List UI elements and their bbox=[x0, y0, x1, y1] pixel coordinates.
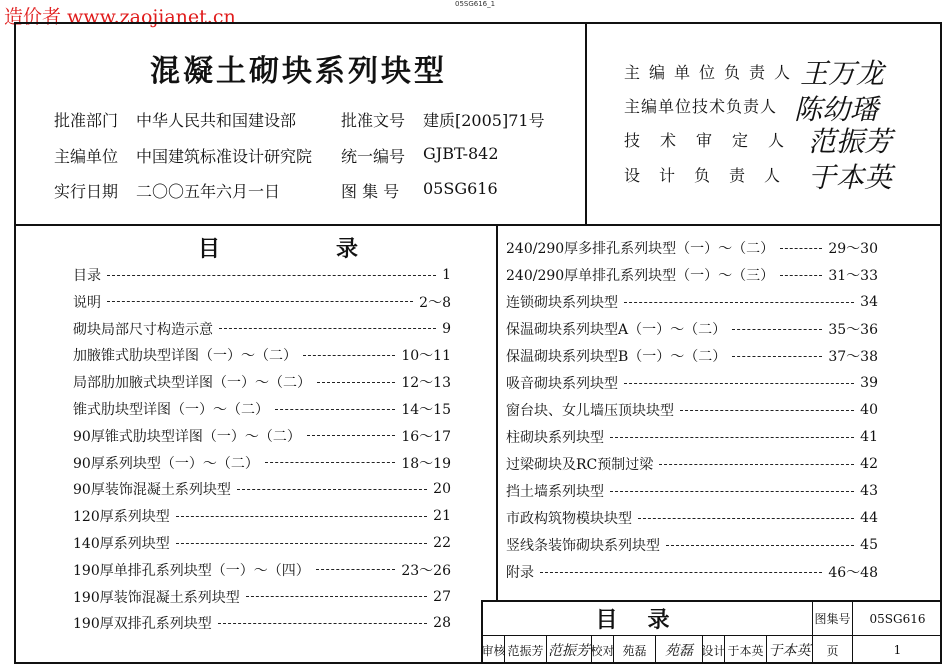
unified-no: GJBT-842 bbox=[423, 144, 499, 163]
approve-doc: 建质[2005]71号 bbox=[423, 111, 545, 130]
leader-dashes bbox=[780, 248, 822, 249]
toc-entry-page: 12～13 bbox=[401, 375, 451, 392]
page-number: 1 bbox=[893, 643, 902, 657]
toc-entry bbox=[73, 345, 451, 365]
toc-heading-left: 目 bbox=[198, 236, 221, 262]
toc-entry-page: 45 bbox=[860, 537, 878, 553]
toc-entry-page: 20 bbox=[433, 481, 451, 498]
toc-entry-page: 16～17 bbox=[401, 428, 451, 445]
watermark: 造价者 www.zaojianet.cn bbox=[4, 6, 236, 28]
toc-entry bbox=[506, 373, 878, 393]
atlas-label: 图集号 bbox=[813, 602, 853, 636]
toc-entry-title: 连锁砌块系列块型 bbox=[506, 295, 618, 311]
effective-date: 二〇〇五年六月一日 bbox=[136, 182, 281, 201]
toc-entry-title: 说明 bbox=[73, 294, 101, 311]
toc-entry-page: 1 bbox=[442, 267, 451, 283]
toc-entry-page: 39 bbox=[860, 375, 878, 391]
leader-dashes bbox=[624, 383, 854, 384]
toc-entry bbox=[73, 265, 451, 285]
toc-entry-title: 市政构筑物模块块型 bbox=[506, 511, 632, 527]
toc-entry-title: 柱砌块系列块型 bbox=[506, 430, 604, 446]
toc-entry-title: 190厚装饰混凝土系列块型 bbox=[73, 589, 240, 606]
toc-entry bbox=[73, 533, 451, 553]
toc-entry bbox=[506, 481, 878, 501]
toc-entry bbox=[73, 426, 451, 446]
leader-dashes bbox=[624, 302, 854, 303]
toc-entry-page: 37～38 bbox=[828, 349, 878, 365]
toc-entry bbox=[73, 479, 451, 499]
toc-column-divider bbox=[496, 224, 498, 601]
check-name: 苑磊 bbox=[614, 636, 656, 664]
leader-dashes bbox=[610, 437, 854, 438]
unified-no-label: 统一编号 bbox=[341, 147, 406, 166]
leader-dashes bbox=[732, 356, 822, 357]
leader-dashes bbox=[638, 518, 854, 519]
editor-unit: 中国建筑标准设计研究院 bbox=[136, 147, 313, 166]
design-name: 于本英 bbox=[725, 636, 767, 664]
title-block bbox=[481, 600, 942, 664]
check-label: 校对 bbox=[592, 636, 614, 664]
leader-dashes bbox=[265, 462, 396, 463]
responsible-label: 设计负责人 bbox=[624, 166, 800, 185]
toc-heading-right: 录 bbox=[336, 236, 359, 262]
toc-entry-page: 21 bbox=[433, 508, 451, 525]
toc-entry bbox=[506, 508, 878, 528]
toc-entry-title: 砌块局部尺寸构造示意 bbox=[73, 321, 213, 338]
leader-dashes bbox=[316, 569, 396, 570]
toc-entry bbox=[506, 535, 878, 555]
toc-entry-title: 附录 bbox=[506, 565, 534, 581]
effective-date-label: 实行日期 bbox=[54, 182, 119, 201]
header-vertical-divider bbox=[585, 22, 587, 225]
toc-entry-page: 27 bbox=[433, 588, 451, 605]
leader-dashes bbox=[246, 596, 427, 597]
leader-dashes bbox=[666, 545, 854, 546]
toc-entry-title: 锥式肋块型详图（一）～（二） bbox=[73, 402, 269, 418]
toc-entry-title: 240/290厚单排孔系列块型（一）～（三） bbox=[506, 268, 775, 284]
leader-dashes bbox=[107, 275, 436, 276]
leader-dashes bbox=[176, 543, 427, 544]
toc-entry bbox=[73, 560, 451, 580]
toc-entry-title: 目录 bbox=[73, 268, 101, 284]
title-block-name: 目录 bbox=[595, 607, 700, 633]
design-label: 设计 bbox=[703, 636, 725, 664]
check-signature: 苑磊 bbox=[656, 636, 703, 664]
leader-dashes bbox=[732, 329, 822, 330]
toc-entry bbox=[506, 400, 878, 420]
toc-entry-page: 46～48 bbox=[828, 565, 878, 581]
toc-entry-page: 43 bbox=[860, 483, 878, 499]
file-name: 05SG616_1 bbox=[455, 0, 496, 8]
toc-entry-page: 44 bbox=[860, 510, 878, 526]
atlas-number: 05SG616 bbox=[853, 602, 942, 636]
leader-dashes bbox=[317, 382, 395, 383]
toc-entry bbox=[506, 346, 878, 366]
page-label: 页 bbox=[813, 636, 853, 664]
leader-dashes bbox=[303, 355, 395, 356]
toc-entry bbox=[506, 427, 878, 447]
review-name: 范振芳 bbox=[505, 636, 547, 664]
toc-entry bbox=[73, 319, 451, 339]
approve-dept: 中华人民共和国建设部 bbox=[136, 111, 297, 130]
toc-entry-title: 挡土墙系列块型 bbox=[506, 484, 604, 500]
toc-entry bbox=[73, 292, 451, 312]
leader-dashes bbox=[610, 491, 854, 492]
atlas-no: 05SG616 bbox=[423, 179, 498, 198]
toc-entry bbox=[506, 238, 878, 258]
toc-entry-page: 31～33 bbox=[828, 268, 878, 284]
toc-entry-page: 22 bbox=[433, 535, 451, 551]
toc-entry bbox=[506, 454, 878, 474]
handwritten-signature: 陈幼璠 bbox=[794, 93, 879, 126]
toc-entry-title: 90厚系列块型（一）～（二） bbox=[73, 455, 259, 472]
toc-entry-title: 保温砌块系列块型B（一）～（二） bbox=[506, 349, 727, 365]
toc-entry-title: 90厚装饰混凝土系列块型 bbox=[73, 482, 231, 499]
toc-entry-page: 9 bbox=[442, 320, 451, 337]
toc-entry bbox=[73, 453, 451, 473]
toc-entry-title: 190厚单排孔系列块型（一）～（四） bbox=[73, 562, 310, 579]
toc-entry-page: 41 bbox=[860, 429, 878, 445]
toc-entry-page: 35～36 bbox=[828, 322, 878, 338]
handwritten-signature: 范振芳 bbox=[808, 125, 893, 158]
toc-entry-title: 190厚双排孔系列块型 bbox=[73, 616, 212, 633]
toc-entry bbox=[506, 319, 878, 339]
toc-entry-title: 窗台块、女儿墙压顶块块型 bbox=[506, 403, 674, 419]
leader-dashes bbox=[176, 516, 427, 517]
leader-dashes bbox=[307, 435, 396, 436]
leader-dashes bbox=[275, 409, 395, 410]
toc-entry-page: 34 bbox=[860, 294, 878, 310]
toc-entry bbox=[73, 506, 451, 526]
review-signature: 范振芳 bbox=[547, 636, 592, 664]
handwritten-signature: 于本英 bbox=[808, 161, 893, 194]
toc-entry-title: 吸音砌块系列块型 bbox=[506, 376, 618, 392]
approve-dept-label: 批准部门 bbox=[54, 111, 119, 130]
leader-dashes bbox=[659, 464, 854, 465]
header-divider bbox=[14, 224, 942, 226]
leader-dashes bbox=[680, 410, 854, 411]
toc-entry-title: 140厚系列块型 bbox=[73, 536, 170, 552]
toc-entry-page: 42 bbox=[860, 456, 878, 472]
toc-entry-title: 竖线条装饰砌块系列块型 bbox=[506, 538, 660, 554]
toc-entry bbox=[73, 399, 451, 419]
toc-entry-title: 120厚系列块型 bbox=[73, 509, 170, 526]
toc-entry-title: 过梁砌块及RC预制过梁 bbox=[506, 457, 654, 473]
leader-dashes bbox=[237, 489, 427, 490]
leader-dashes bbox=[540, 572, 822, 573]
leader-dashes bbox=[780, 275, 822, 276]
leader-dashes bbox=[219, 328, 436, 329]
atlas-no-label: 图 集 号 bbox=[341, 182, 400, 201]
responsible-label: 主编单位技术负责人 bbox=[624, 97, 778, 116]
leader-dashes bbox=[107, 301, 413, 302]
toc-entry-title: 90厚锥式肋块型详图（一）～（二） bbox=[73, 428, 301, 445]
toc-entry-page: 10～11 bbox=[401, 348, 451, 365]
document-title: 混凝土砌块系列块型 bbox=[150, 54, 447, 89]
toc-entry bbox=[73, 613, 451, 633]
toc-entry-page: 29～30 bbox=[828, 241, 878, 257]
toc-entry bbox=[73, 372, 451, 392]
toc-entry-page: 40 bbox=[860, 402, 878, 418]
toc-entry bbox=[506, 292, 878, 312]
design-signature: 于本英 bbox=[767, 636, 813, 664]
toc-entry bbox=[506, 265, 878, 285]
toc-entry-page: 2～8 bbox=[419, 294, 451, 311]
responsible-label: 主编单位负责人 bbox=[624, 63, 800, 82]
toc-entry-page: 14～15 bbox=[401, 402, 451, 418]
leader-dashes bbox=[218, 623, 427, 624]
approve-doc-label: 批准文号 bbox=[341, 111, 406, 130]
toc-entry-page: 23～26 bbox=[401, 562, 451, 579]
toc-entry bbox=[506, 562, 878, 582]
handwritten-signature: 王万龙 bbox=[800, 57, 885, 90]
editor-unit-label: 主编单位 bbox=[54, 147, 119, 166]
toc-entry bbox=[73, 587, 451, 607]
toc-entry-title: 局部肋加腋式块型详图（一）～（二） bbox=[73, 375, 311, 392]
responsible-label: 技术审定人 bbox=[624, 131, 805, 150]
toc-entry-page: 28 bbox=[433, 615, 451, 632]
toc-entry-title: 加腋锥式肋块型详图（一）～（二） bbox=[73, 348, 297, 365]
toc-entry-page: 18～19 bbox=[401, 455, 451, 472]
toc-entry-title: 240/290厚多排孔系列块型（一）～（二） bbox=[506, 241, 775, 257]
review-label: 审核 bbox=[483, 636, 505, 664]
toc-entry-title: 保温砌块系列块型A（一）～（二） bbox=[506, 322, 727, 338]
